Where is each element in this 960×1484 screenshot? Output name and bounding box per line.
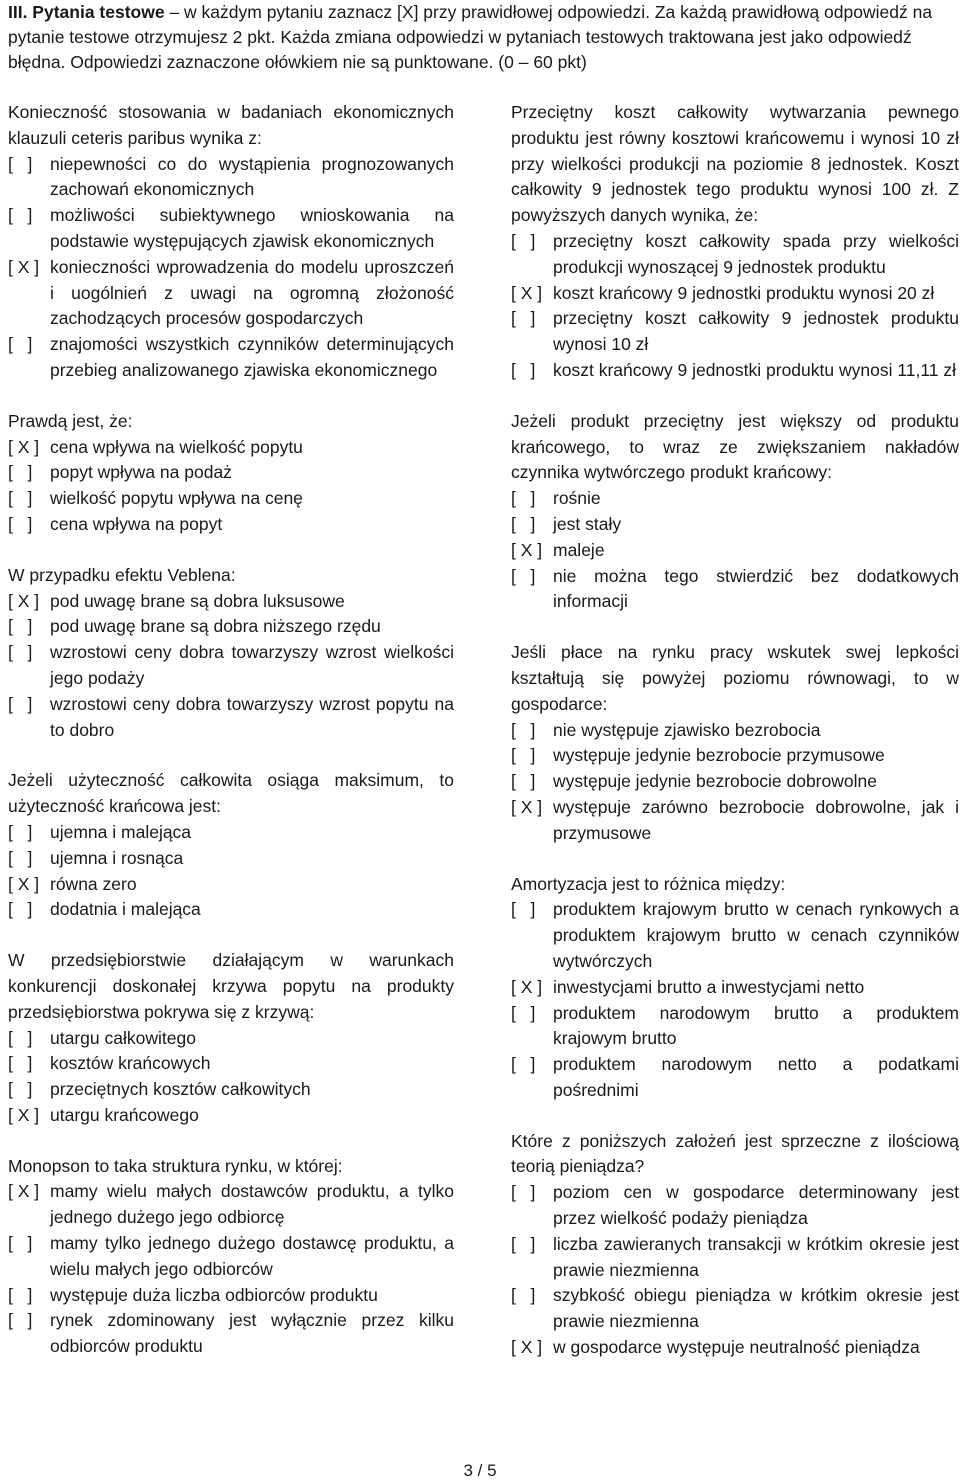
answer-text: przeciętnych kosztów całkowitych [50,1079,311,1100]
answer-option[interactable] [8,1308,454,1360]
answer-checkbox[interactable]: [ ] [8,1079,33,1100]
answer-checkbox[interactable]: [ ] [8,642,33,663]
answer-checkbox[interactable]: [ ] [8,847,33,868]
question-stem: Monopson to taka struktura rynku, w której: [8,1155,343,1176]
section-header [8,0,956,75]
answer-checkbox[interactable]: [ ] [8,1027,33,1048]
answer-text: mamy tylko jednego dużego dostawcę produktu, a wielu małych jego odbiorców [50,1233,454,1279]
answer-option[interactable] [511,229,959,281]
answer-text: równa zero [50,873,137,894]
question-ceteris-paribus [8,100,454,384]
answer-checkbox[interactable]: [ ] [511,565,536,586]
answer-checkbox[interactable]: [ ] [511,230,536,251]
answer-checkbox[interactable]: [ X ] [511,796,543,817]
answer-option[interactable] [511,718,959,744]
question-stem: Jeśli płace na rynku pracy wskutek swej lepkości kształtują się powyżej poziomu równowagi, to w gospodarce: [511,642,959,714]
answer-option[interactable] [511,512,959,538]
answer-option[interactable] [511,1001,959,1053]
answer-text: dodatnia i malejąca [50,899,201,920]
answer-option[interactable] [8,1103,454,1129]
answer-text: występuje jedynie bezrobocie dobrowolne [553,771,877,792]
answer-checkbox[interactable]: [ ] [511,1002,536,1023]
answer-option[interactable] [511,1180,959,1232]
right-column [511,100,959,1386]
answer-checkbox[interactable]: [ ] [511,488,536,509]
answer-text: ujemna i malejąca [50,821,192,842]
question-uzytecznosc [8,768,454,923]
question-stem: Jeżeli użyteczność całkowita osiąga maksimum, to użyteczność krańcowa jest: [8,770,454,817]
answer-option[interactable] [8,692,454,744]
answer-checkbox[interactable]: [ ] [511,513,536,534]
answer-option[interactable] [511,306,959,358]
answer-checkbox[interactable]: [ ] [8,821,33,842]
question-stem: W przypadku efektu Veblena: [8,564,236,585]
question-veblen [8,563,454,744]
answer-text: liczba zawieranych transakcji w krótkim okresie jest prawie niezmienna [553,1233,959,1280]
answer-option[interactable] [8,614,454,640]
answer-text: przeciętny koszt całkowity spada przy wielkości produkcji wynoszącej 9 jednostek produktu [553,230,959,277]
answer-checkbox[interactable]: [ ] [8,1310,33,1331]
answer-text: przeciętny koszt całkowity 9 jednostek produktu wynosi 10 zł [553,308,959,355]
answer-checkbox[interactable]: [ ] [8,1233,33,1254]
answer-text: znajomości wszystkich czynników determinujących przebieg analizowanego zjawiska ekonomicznego [50,334,454,380]
answer-option[interactable] [8,1026,454,1052]
answer-text: cena wpływa na popyt [50,513,223,534]
answer-checkbox[interactable]: [ X ] [8,590,40,611]
answer-text: mamy wielu małych dostawców produktu, a tylko jednego dużego jego odbiorcę [50,1181,454,1228]
answer-text: maleje [553,539,605,560]
answer-text: wielkość popytu wpływa na cenę [50,488,303,509]
answer-option[interactable] [8,846,454,872]
answer-text: nie występuje zjawisko bezrobocia [553,719,821,740]
answer-checkbox[interactable]: [ X ] [8,1181,40,1202]
question-stem: Konieczność stosowania w badaniach ekonomicznych klauzuli ceteris paribus wynika z: [8,102,454,148]
answer-checkbox[interactable]: [ ] [511,359,536,380]
question-prawda-jest [8,409,454,538]
answer-text: jest stały [553,513,622,534]
answer-checkbox[interactable]: [ ] [511,308,536,329]
question-stem: Które z poniższych założeń jest sprzeczne z ilościową teorią pieniądza? [511,1130,959,1177]
answer-text: pod uwagę brane są dobra niższego rzędu [50,616,381,637]
answer-text: wzrostowi ceny dobra towarzyszy wzrost popytu na to dobro [50,693,454,740]
answer-checkbox[interactable]: [ ] [511,719,536,740]
answer-text: wzrostowi ceny dobra towarzyszy wzrost wielkości jego podaży [50,642,454,688]
answer-text: cena wpływa na wielkość popytu [50,436,303,457]
answer-option[interactable] [8,486,454,512]
answer-text: produktem narodowym netto a podatkami pośrednimi [553,1054,959,1100]
answer-option[interactable] [8,332,454,384]
answer-option[interactable] [511,1052,959,1104]
answer-text: pod uwagę brane są dobra luksusowe [50,590,345,611]
answer-text: kosztów krańcowych [50,1053,211,1074]
answer-checkbox[interactable]: [ ] [511,1233,536,1254]
answer-option[interactable] [8,1077,454,1103]
answer-option[interactable] [511,281,959,307]
answer-option[interactable] [8,512,454,538]
question-rynek-pracy [511,640,959,846]
answer-text: niepewności co do wystąpienia prognozowanych zachowań ekonomicznych [50,153,454,200]
answer-checkbox[interactable]: [ ] [8,334,33,355]
answer-text: ujemna i rosnąca [50,847,184,868]
answer-checkbox[interactable]: [ X ] [8,1104,40,1125]
answer-text: utargu całkowitego [50,1027,196,1048]
answer-checkbox[interactable]: [ ] [8,153,33,174]
answer-option[interactable] [8,203,454,255]
question-monopson [8,1154,454,1360]
answer-checkbox[interactable]: [ ] [8,1053,33,1074]
question-teoria-pieniadza [511,1129,959,1361]
answer-checkbox[interactable]: [ X ] [511,539,543,560]
answer-text: możliwości subiektywnego wnioskowania na podstawie występujących zjawisk ekonomicznych [50,205,454,251]
answer-text: popyt wpływa na podaż [50,462,232,483]
answer-option[interactable] [8,589,454,615]
section-instructions: – w każdym pytaniu zaznacz [X] przy prawidłowej odpowiedzi. Za każdą prawidłową odpowiedź na pytanie testowe otrzymujesz 2 pkt. Każda zmiana odpowiedzi w pytaniach testowych traktowana jest jako odpowiedź błędna. Odpowiedzi zaznaczone ołówkiem nie są punktowane. (0 – 60 pkt) [8,2,933,72]
answer-text: inwestycjami brutto a inwestycjami netto [553,976,865,997]
answer-option[interactable] [8,152,454,204]
answer-checkbox[interactable]: [ ] [511,1054,536,1075]
answer-text: produktem krajowym brutto w cenach rynkowych a produktem krajowym brutto w cenach czynników wytwórczych [553,899,959,971]
question-stem: Jeżeli produkt przeciętny jest większy od produktu krańcowego, to wraz ze zwiększaniem nakładów czynnika wytwórczego produkt krańcowy: [511,410,959,483]
answer-checkbox[interactable]: [ ] [8,1284,33,1305]
answer-option[interactable] [8,640,454,692]
question-konkurencja-doskonala [8,948,454,1129]
answer-text: rynek zdominowany jest wyłącznie przez kilku odbiorców produktu [50,1310,454,1357]
answer-text: konieczności wprowadzenia do modelu uproszczeń i uogólnień z uwagi na ogromną złożoność zachodzących procesów gospodarczych [50,256,454,329]
answer-checkbox[interactable]: [ X ] [511,282,543,303]
answer-text: koszt krańcowy 9 jednostki produktu wynosi 20 zł [553,282,935,303]
left-column [8,100,454,1385]
question-stem: W przedsiębiorstwie działającym w warunkach konkurencji doskonałej krzywa popytu na produkty przedsiębiorstwa pokrywa się z krzywą: [8,950,454,1022]
question-produkt-przecietny [511,409,959,615]
answer-option[interactable] [8,872,454,898]
answer-option[interactable] [8,897,454,923]
answer-text: nie można tego stwierdzić bez dodatkowych informacji [553,565,959,612]
answer-option[interactable] [8,1051,454,1077]
answer-option[interactable] [511,564,959,616]
question-amortyzacja [511,872,959,1104]
answer-checkbox[interactable]: [ ] [8,462,33,483]
answer-text: w gospodarce występuje neutralność pieniądza [553,1337,920,1358]
answer-option[interactable] [511,897,959,974]
answer-checkbox[interactable]: [ ] [511,771,536,792]
answer-option[interactable] [8,1231,454,1283]
answer-checkbox[interactable]: [ X ] [8,436,40,457]
answer-option[interactable] [511,486,959,512]
answer-text: rośnie [553,488,601,509]
answer-option[interactable] [511,1232,959,1284]
question-koszt-calkowity [511,100,959,384]
answer-checkbox[interactable]: [ ] [8,616,33,637]
answer-checkbox[interactable]: [ ] [8,488,33,509]
question-stem: Przeciętny koszt całkowity wytwarzania pewnego produktu jest równy kosztowi krańcowemu i wynosi 10 zł przy wielkości produkcji na poziomie 8 jednostek. Koszt całkowity 9 jednostek tego produktu wynosi 100 zł. Z powyższych danych wynika, że: [511,102,959,226]
answer-text: występuje duża liczba odbiorców produktu [50,1284,378,1305]
answer-option[interactable] [8,460,454,486]
answer-checkbox[interactable]: [ ] [8,693,33,714]
answer-checkbox[interactable]: [ X ] [511,976,543,997]
answer-text: szybkość obiegu pieniądza w krótkim okresie jest prawie niezmienna [553,1285,959,1332]
question-stem: Amortyzacja jest to różnica między: [511,873,786,894]
answer-text: produktem narodowym brutto a produktem krajowym brutto [553,1002,959,1049]
answer-text: utargu krańcowego [50,1104,199,1125]
answer-option[interactable] [8,435,454,461]
answer-text: występuje zarówno bezrobocie dobrowolne, jak i przymusowe [553,796,959,843]
answer-checkbox[interactable]: [ ] [8,899,33,920]
answer-checkbox[interactable]: [ ] [511,1285,536,1306]
answer-option[interactable] [8,1179,454,1231]
answer-checkbox[interactable]: [ X ] [8,256,40,277]
answer-option[interactable] [511,743,959,769]
answer-option[interactable] [8,1283,454,1309]
answer-checkbox[interactable]: [ ] [8,513,33,534]
answer-option[interactable] [8,820,454,846]
answer-checkbox[interactable]: [ X ] [8,873,40,894]
answer-option[interactable] [511,975,959,1001]
answer-option[interactable] [511,795,959,847]
question-stem: Prawdą jest, że: [8,410,133,431]
answer-option[interactable] [511,538,959,564]
answer-text: występuje jedynie bezrobocie przymusowe [553,745,885,766]
answer-checkbox[interactable]: [ ] [511,1182,536,1203]
answer-checkbox[interactable]: [ X ] [511,1337,543,1358]
answer-text: koszt krańcowy 9 jednostki produktu wynosi 11,11 zł [553,359,957,380]
answer-option[interactable] [511,358,959,384]
page-number: 3 / 5 [463,1461,497,1480]
answer-checkbox[interactable]: [ ] [8,205,33,226]
answer-checkbox[interactable]: [ ] [511,899,536,920]
answer-option[interactable] [511,1283,959,1335]
answer-checkbox[interactable]: [ ] [511,745,536,766]
answer-text: poziom cen w gospodarce determinowany jest przez wielkość podaży pieniądza [553,1182,959,1229]
section-title: III. Pytania testowe [8,2,165,22]
answer-option[interactable] [511,1335,959,1361]
answer-option[interactable] [8,255,454,332]
answer-option[interactable] [511,769,959,795]
